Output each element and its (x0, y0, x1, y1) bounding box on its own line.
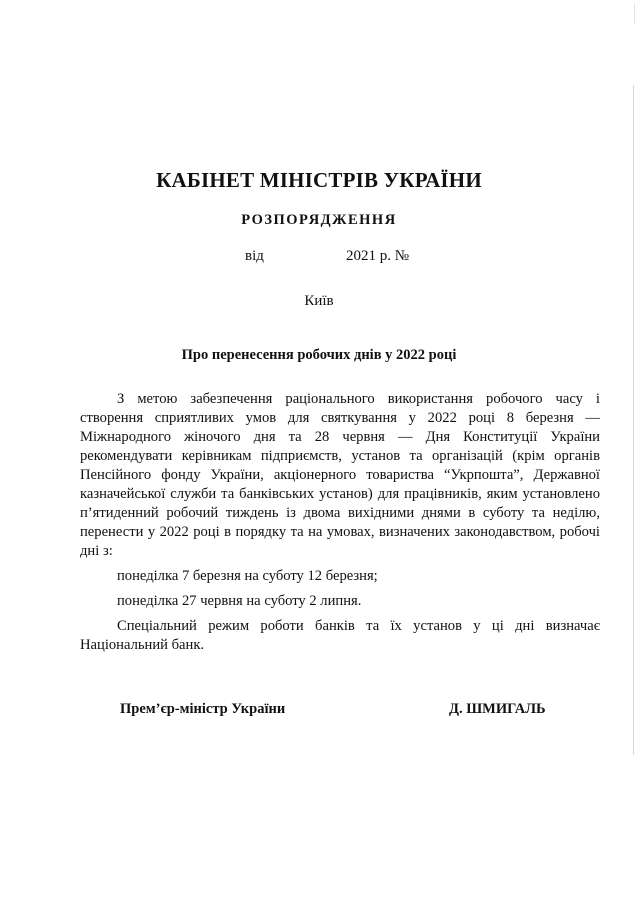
document-type: РОЗПОРЯДЖЕННЯ (241, 212, 397, 228)
scan-artifact-line (634, 3, 635, 25)
document-city: Київ (304, 293, 334, 309)
document-issuer-title: КАБІНЕТ МІНІСТРІВ УКРАЇНИ (156, 168, 482, 192)
closing-paragraph: Спеціальний режим роботи банків та їх установ у ці дні визначає Національний банк. (80, 618, 600, 653)
date-year-number: 2021 р. № (346, 248, 410, 264)
list-item: понеділка 7 березня на суботу 12 березня; (117, 568, 378, 584)
body-paragraph: З метою забезпечення раціонального використання робочого часу і створення сприятливих умов для святкування у 2022 році 8 березня — Міжнародного жіночого дня та 28 червня — Дня Конституції України рекомендувати керівникам підприємств, установ та організацій (крім органів Пенсійного фонду України, акціонерного товариства “Укрпошта”, Державної казначейської служби та банківських установ) для працівників, яким установлено п’ятиденний робочий тиждень із двома вихідними днями в суботу та неділю, перенести у 2022 році в порядку та на умовах, визначених законодавством, робочі дні з: (80, 391, 600, 559)
date-prefix: від (245, 248, 264, 264)
document-body (80, 390, 600, 655)
list-item: понеділка 27 червня на суботу 2 липня. (117, 593, 362, 609)
signatory-position: Прем’єр-міністр України (120, 701, 286, 717)
signatory-name: Д. ШМИГАЛЬ (449, 701, 546, 717)
document-heading: Про перенесення робочих днів у 2022 році (181, 347, 457, 363)
